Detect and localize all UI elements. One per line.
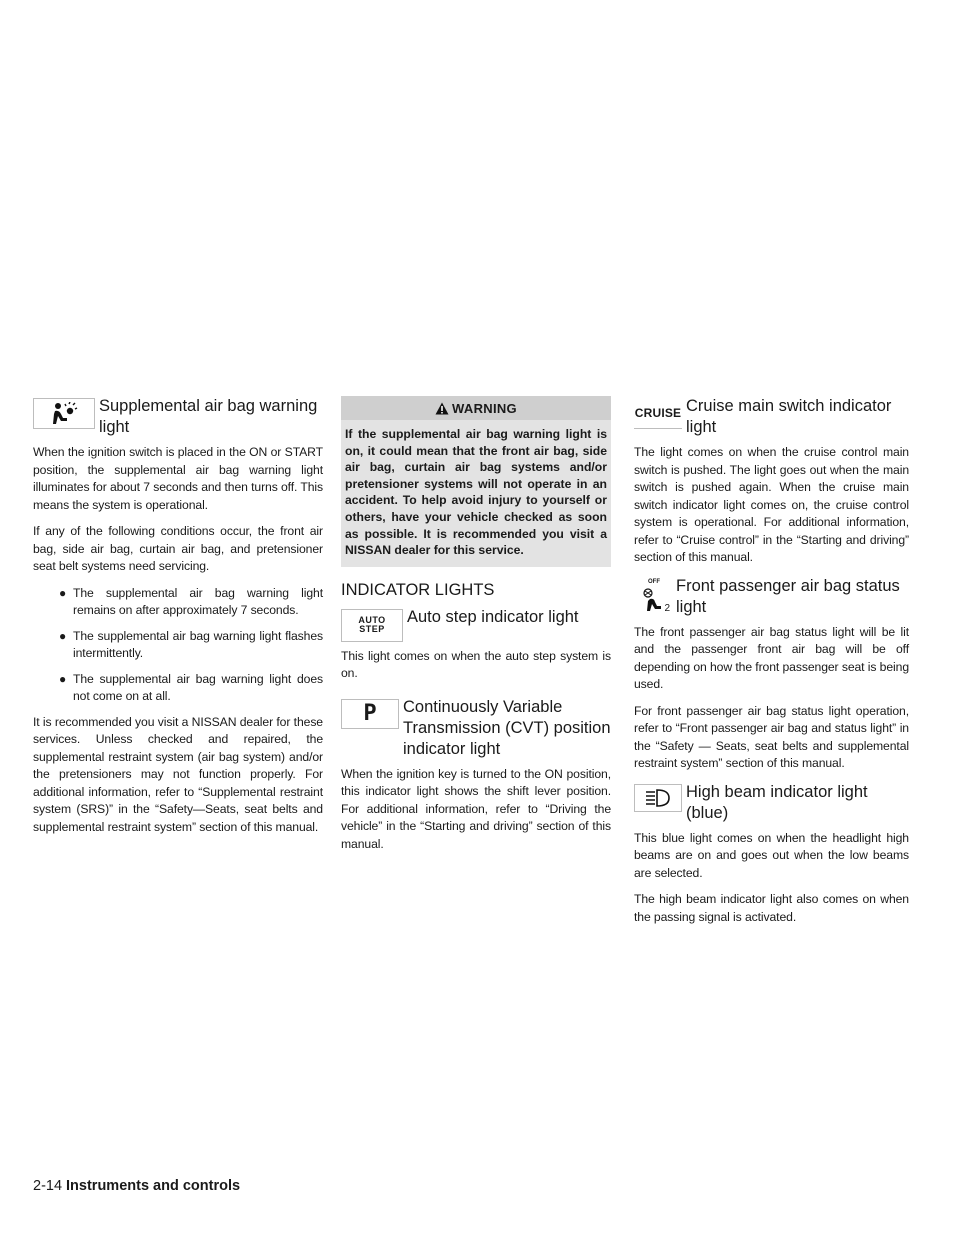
airbag-warning-heading bbox=[33, 396, 323, 438]
airbag-para-1: When the ignition switch is placed in the ON or START position, the supplemental air bag warning light illuminates for about 7 seconds and then turns off. This means the system is operational. bbox=[33, 445, 324, 512]
cvt-text: When the ignition key is turned to the ON position, this indicator light shows the shift lever position. For additional information, refer to “Driving the vehicle” in the “Starting and driving” section of this manual. bbox=[341, 766, 611, 851]
auto-step-text: This light comes on when the auto step system is on. bbox=[341, 648, 611, 681]
page-number: 2-14 bbox=[33, 1178, 63, 1194]
auto-step-icon: AUTO STEP bbox=[341, 609, 403, 642]
warning-header bbox=[341, 396, 611, 420]
passenger-airbag-status-icon: OFF 2 bbox=[634, 578, 672, 614]
passenger-text-2: For front passenger air bag status light operation, refer to “Front passenger air bag and status light” in the “Safety — Seats, seat belts and supplemental restraint system” section of this manual. bbox=[634, 703, 909, 770]
cvt-title: Continuously Variable Transmission (CVT) position indicator light bbox=[403, 697, 611, 758]
column-right bbox=[634, 396, 909, 935]
list-item: ● The supplemental air bag warning light flashes intermittently. bbox=[59, 628, 323, 660]
airbag-off-person-icon bbox=[640, 586, 666, 612]
cruise-title: Cruise main switch indicator light bbox=[686, 397, 892, 436]
airbag-para-3: It is recommended you visit a NISSAN dealer for these services. Unless checked and repaired, the supplemental restraint system (air bag system) and/or the pretensioners may not function properly. For additional information, refer to “Supplemental restraint system (SRS)” in the “Safety—Seats, seat belts and supplemental restraint system” section of this manual. bbox=[33, 714, 323, 834]
auto-step-title: Auto step indicator light bbox=[407, 607, 579, 626]
page-footer bbox=[33, 1178, 240, 1194]
bullet-icon: ● bbox=[59, 585, 67, 600]
list-item: ● The supplemental air bag warning light remains on after approximately 7 seconds. bbox=[59, 585, 323, 617]
warning-text: If the supplemental air bag warning light is on, it could mean that the front air bag, side air bag, curtain air bag systems and/or pretensioner systems will not operate in an accident. To help avoid injury to yourself or others, have your vehicle checked as soon as possible. It is recommended you visit a NISSAN dealer for this service. bbox=[345, 427, 607, 558]
cruise-heading bbox=[634, 396, 909, 438]
airbag-para-2: If any of the following conditions occur, the front air bag, side air bag, curtain air bag, and pretensioner seat belt systems need servicing. bbox=[33, 524, 323, 573]
high-beam-text-2: The high beam indicator light also comes on when the passing signal is activated. bbox=[634, 892, 909, 924]
cvt-position-icon: P bbox=[341, 699, 399, 729]
airbag-warning-title: Supplemental air bag warning light bbox=[99, 397, 318, 436]
passenger-airbag-title: Front passenger air bag status light bbox=[676, 576, 900, 616]
passenger-text-1: The front passenger air bag status light will be lit and the passenger front air bag will be off depending on how the front passenger seat is being used. bbox=[634, 624, 909, 691]
high-beam-heading bbox=[634, 782, 909, 824]
cvt-heading bbox=[341, 697, 611, 760]
section-label: Instruments and controls bbox=[66, 1178, 241, 1194]
column-left bbox=[33, 396, 323, 845]
warning-title: WARNING bbox=[452, 400, 517, 416]
column-middle bbox=[341, 396, 611, 862]
high-beam-icon bbox=[634, 784, 682, 812]
section-title: INDICATOR LIGHTS bbox=[341, 580, 495, 599]
passenger-airbag-heading bbox=[634, 576, 909, 618]
auto-step-heading bbox=[341, 607, 611, 642]
high-beam-text-1: This blue light comes on when the headlight high beams are on and goes out when the low beams are selected. bbox=[634, 830, 909, 880]
warning-triangle-icon bbox=[435, 402, 449, 415]
warning-box bbox=[341, 396, 611, 567]
high-beam-title: High beam indicator light (blue) bbox=[686, 782, 868, 822]
bullet-icon: ● bbox=[59, 628, 67, 643]
bullet-icon: ● bbox=[59, 671, 67, 686]
airbag-warning-icon bbox=[33, 398, 95, 429]
list-item: ● The supplemental air bag warning light does not come on at all. bbox=[59, 671, 323, 703]
cruise-text: The light comes on when the cruise control main switch is pushed. The light goes out when the main switch is pushed again. When the cruise main switch indicator light comes on, the cruise control system is operational. For additional information, refer to “Cruise control” in the “Starting and driving” section of this manual. bbox=[634, 445, 909, 564]
airbag-conditions-list bbox=[33, 585, 323, 706]
cruise-icon: CRUISE bbox=[634, 398, 682, 429]
